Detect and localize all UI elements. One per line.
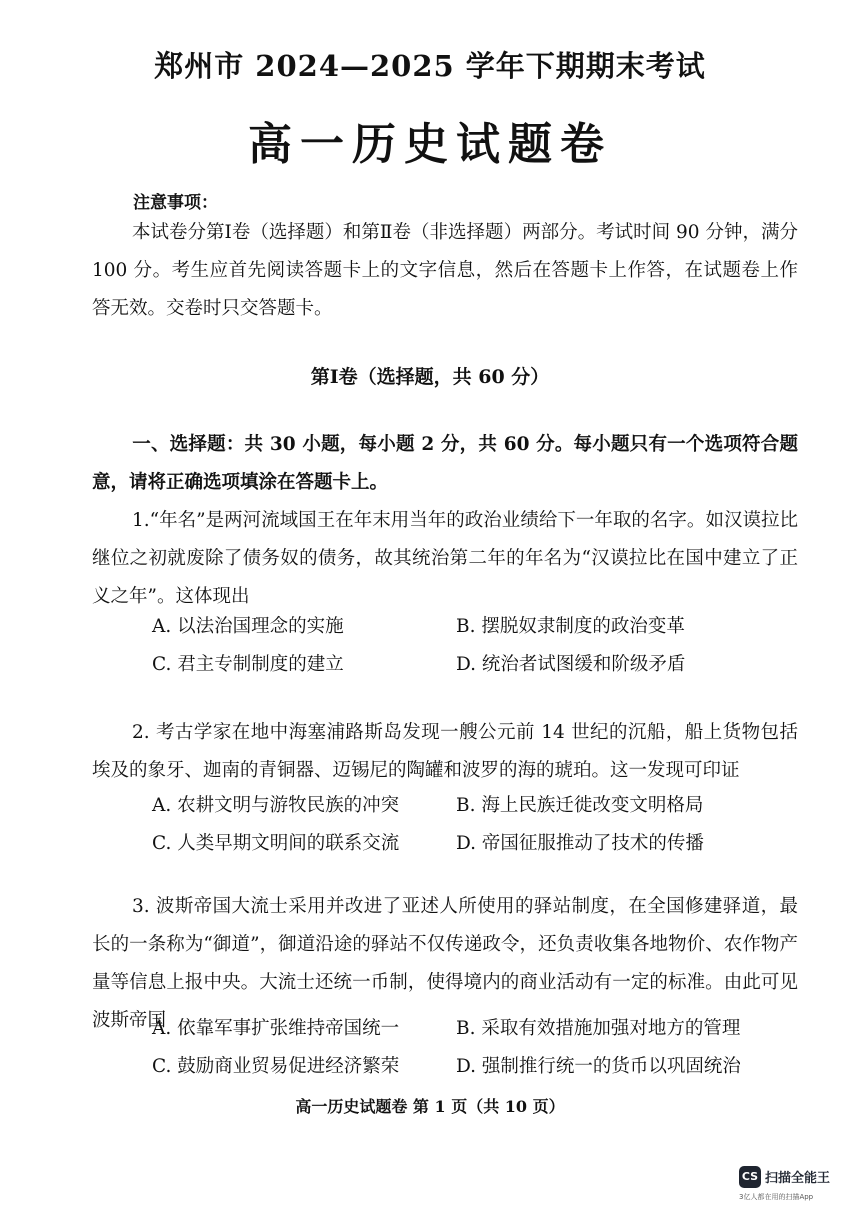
notice-body: 本试卷分第Ⅰ卷（选择题）和第Ⅱ卷（非选择题）两部分。考试时间 90 分钟，满分 100 分。考生应首先阅读答题卡上的文字信息，然后在答题卡上作答，在试题卷上作答无效。交卷时只交答题卡。 <box>92 222 798 319</box>
question-2 <box>92 714 798 790</box>
question-stem: 3. 波斯帝国大流士采用并改进了亚述人所使用的驿站制度，在全国修建驿道，最长的一条称为“御道”，御道沿途的驿站不仅传递政令，还负责收集各地物价、农作物产量等信息上报中央。大流士还统一币制，使得境内的商业活动有一定的标准。由此可见波斯帝国 <box>92 896 798 1031</box>
option-row <box>152 787 792 825</box>
option-d: D. 强制推行统一的货币以巩固统治 <box>456 1056 741 1077</box>
option-c: C. 鼓励商业贸易促进经济繁荣 <box>152 1056 400 1077</box>
option-a: A. 依靠军事扩张维持帝国统一 <box>152 1018 400 1039</box>
instructions-body: 一、选择题：共 30 小题，每小题 2 分，共 60 分。每小题只有一个选项符合题意，请将正确选项填涂在答题卡上。 <box>92 434 798 493</box>
option-d: D. 帝国征服推动了技术的传播 <box>456 833 704 854</box>
question-stem: 1.“年名”是两河流域国王在年末用当年的政治业绩给下一年取的名字。如汉谟拉比继位之初就废除了债务奴的债务，故其统治第二年的年名为“汉谟拉比在国中建立了正义之年”。这体现出 <box>92 510 798 607</box>
option-b: B. 采取有效措施加强对地方的管理 <box>456 1018 741 1039</box>
notice-text <box>92 214 798 328</box>
question-1 <box>92 502 798 616</box>
notice-heading: 注意事项： <box>133 193 218 213</box>
section-heading: 第Ⅰ卷（选择题，共 60 分） <box>310 366 550 388</box>
option-b: B. 海上民族迁徙改变文明格局 <box>456 795 704 816</box>
question-3-options <box>152 1010 792 1086</box>
scanner-tagline: 3亿人都在用的扫描App <box>739 1193 814 1201</box>
paper-title: 高一历史试题卷 <box>248 119 612 170</box>
option-b: B. 摆脱奴隶制度的政治变革 <box>456 616 685 637</box>
option-a: A. 农耕文明与游牧民族的冲突 <box>152 795 400 816</box>
scanner-watermark <box>739 1164 851 1204</box>
question-2-options <box>152 787 792 863</box>
scanner-app-name: 扫描全能王 <box>765 1171 831 1186</box>
option-row <box>152 1048 792 1086</box>
option-row <box>152 1010 792 1048</box>
option-c: C. 人类早期文明间的联系交流 <box>152 833 400 854</box>
option-c: C. 君主专制制度的建立 <box>152 654 344 675</box>
option-row <box>152 646 792 684</box>
exam-title: 郑州市 2024—2025 学年下期期末考试 <box>154 49 706 83</box>
scanner-logo-icon: CS <box>739 1166 761 1188</box>
question-1-options <box>152 608 792 684</box>
page-footer: 高一历史试题卷 第 1 页（共 10 页） <box>295 1097 565 1116</box>
option-d: D. 统治者试图缓和阶级矛盾 <box>456 654 686 675</box>
option-row <box>152 608 792 646</box>
question-stem: 2. 考古学家在地中海塞浦路斯岛发现一艘公元前 14 世纪的沉船，船上货物包括埃及的象牙、迦南的青铜器、迈锡尼的陶罐和波罗的海的琥珀。这一发现可印证 <box>92 722 798 781</box>
option-row <box>152 825 792 863</box>
option-a: A. 以法治国理念的实施 <box>152 616 344 637</box>
section-instructions <box>92 426 798 502</box>
